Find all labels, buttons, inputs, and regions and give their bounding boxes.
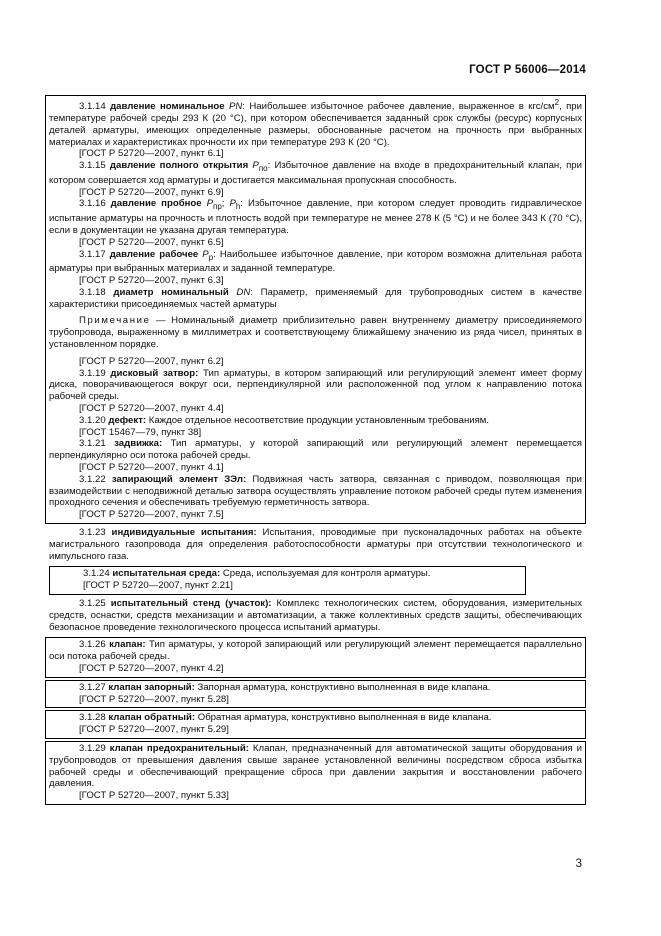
clause-number: 3.1.26: [79, 639, 106, 651]
superscript: 2: [554, 98, 560, 107]
definition-3-1-15: 3.1.15 давление полного открытия $P_{по}$: Избыточное давление на входе в предохранительный клапан, при котором совершается ход арматуры и достигается максимальная пропускная способность.: [49, 160, 583, 186]
definition-block-3-1-23: [45, 526, 586, 564]
term-working-pressure: давление рабочее: [109, 248, 199, 260]
term-full-opening-pressure: давление полного открытия: [109, 160, 249, 172]
reference-3-1-26: [ГОСТ Р 52720—2007, пункт 4.2]: [79, 662, 224, 674]
definition-block-3-1-25: [45, 597, 586, 635]
reference-3-1-15: [ГОСТ Р 52720—2007, пункт 6.9]: [79, 186, 224, 198]
document-code-header: ГОСТ Р 56006—2014: [469, 64, 586, 76]
definition-3-1-17: 3.1.17 давление рабочее $P_p$: Наибольшее избыточное давление, при котором возможна длительная работа арматуры при выбранных материалах и заданной температуре.: [49, 248, 582, 275]
term-shutoff-valve: клапан запорный:: [108, 681, 195, 693]
reference-3-1-28: [ГОСТ Р 52720—2007, пункт 5.29]: [79, 724, 229, 736]
definitions-box-3-1-26: [45, 637, 586, 677]
definition-3-1-28: 3.1.28 клапан обратный: Обратная арматура, конструктивно выполненная в виде клапана.: [79, 712, 492, 724]
term-test-bench: испытательный стенд (участок):: [110, 597, 272, 609]
definition-3-1-26: 3.1.26 клапан: Тип арматуры, у которой запирающий или регулирующий элемент перемещается параллельно оси потока рабочей среды.: [49, 639, 582, 663]
clause-number: 3.1.28: [79, 712, 106, 724]
clause-number: 3.1.19: [79, 367, 106, 379]
clause-number: 3.1.15: [79, 160, 106, 172]
clause-number: 3.1.14: [79, 101, 106, 113]
clause-number: 3.1.22: [79, 473, 106, 485]
page-number: 3: [575, 858, 582, 870]
reference-3-1-29: [ГОСТ Р 52720—2007, пункт 5.33]: [79, 790, 229, 802]
symbol-p: P: [229, 198, 236, 210]
definition-3-1-29: 3.1.29 клапан предохранительный: Клапан, предназначенный для автоматической защиты оборудования и трубопроводов от превышения давления свыше заранее установленной величины посредством сброса избытка рабочей среды и обеспечивающий прекращение сброса при давлении закрытия и восстановлении рабочего давления.: [49, 742, 582, 790]
reference-3-1-20: [ГОСТ 15467—79, пункт 38]: [79, 426, 202, 438]
reference-3-1-22: [ГОСТ Р 52720—2007, пункт 7.5]: [79, 509, 224, 521]
definition-3-1-19: 3.1.19 дисковый затвор: Тип арматуры, в котором запирающий или регулирующий элемент имеет форму диска, поворачивающегося вокруг оси, перпендикулярной или расположенной под углом к направлению потока рабочей среды.: [49, 367, 582, 403]
definition-3-1-22: 3.1.22 запирающий элемент ЗЭл: Подвижная часть затвора, связанная с приводом, позволяющая при взаимодействии с неподвижной деталью затвора осуществлять управление потоком рабочей среды путем изменения проходного сечения и обеспечивать требуемую герметичность затвора.: [49, 473, 582, 509]
term-safety-valve: клапан предохранительный:: [109, 742, 249, 754]
clause-number: 3.1.23: [79, 527, 106, 538]
clause-number: 3.1.18: [79, 286, 106, 298]
note-label: Примечание: [79, 315, 151, 327]
definition-3-1-16: 3.1.16 давление пробное $P_{пр}$; $P_h$: Избыточное давление, при котором следует проводить гидравлическое испытание арматуры на прочность и плотность водой при температуре не менее 278 К (5 °С) и не более 343 К (70 °С), если в документации не указана другая температура.: [49, 198, 582, 236]
note-3-1-18: Примечание — Номинальный диаметр приблизительно равен внутреннему диаметру присоединяемого трубопровода, выраженному в миллиметрах и соответствующему ближайшему значению из ряда чисел, принятых в установленном порядке.: [49, 315, 582, 351]
definition-3-1-25: 3.1.25 испытательный стенд (участок): Комплекс технологических систем, оборудования, измерительных средств, оснастки, средств механизации и автоматизации, а также коллективных средств защиты, обеспечивающих безопасное проведение технологического процесса испытаний арматуры.: [49, 597, 582, 633]
definition-3-1-14: 3.1.14 давление номинальное PN: Наибольшее избыточное рабочее давление, выраженное в кгс/$см^2$, при температуре рабочей среды 293 К (20 °С), при котором обеспечивается заданный срок службы (ресурс) корпусных деталей арматуры, имеющих определенные размеры, обоснованные расчетом на прочность при выбранных материалах и характеристиках прочности их при температуре 293 К (20 °С).: [49, 98, 582, 148]
reference-3-1-27: [ГОСТ Р 52720—2007, пункт 5.28]: [79, 693, 229, 705]
reference-3-1-19: [ГОСТ Р 52720—2007, пункт 4.4]: [79, 403, 224, 415]
clause-number: 3.1.17: [79, 248, 106, 260]
reference-3-1-18: [ГОСТ Р 52720—2007, пункт 6.2]: [79, 355, 224, 367]
reference-3-1-16: [ГОСТ Р 52720—2007, пункт 6.5]: [79, 236, 224, 248]
definition-3-1-20: 3.1.20 дефект: Каждое отдельное несоответствие продукции установленным требованиям.: [79, 414, 490, 426]
symbol-pn: PN: [228, 101, 243, 113]
definitions-box-3-1-29: [45, 741, 586, 805]
term-defect: дефект:: [108, 414, 147, 426]
term-individual-tests: индивидуальные испытания:: [111, 527, 257, 538]
definitions-box-1: [45, 95, 586, 524]
definition-3-1-24: 3.1.24 испытательная среда: Среда, используемая для контроля арматуры.: [83, 568, 431, 580]
reference-3-1-14: [ГОСТ Р 52720—2007, пункт 6.1]: [79, 148, 224, 160]
term-gate-valve: задвижка:: [114, 438, 163, 450]
definitions-box-3-1-24: [49, 566, 526, 595]
definition-3-1-18: 3.1.18 диаметр номинальный DN: Параметр, применяемый для трубопроводных систем в качестве характеристики присоединяемых частей арматуры: [49, 286, 582, 310]
clause-number: 3.1.29: [79, 742, 106, 754]
clause-number: 3.1.24: [83, 568, 110, 580]
reference-3-1-17: [ГОСТ Р 52720—2007, пункт 6.3]: [79, 275, 224, 287]
clause-number: 3.1.27: [79, 681, 106, 693]
reference-3-1-24: [ГОСТ Р 52720—2007, пункт 2.21]: [83, 580, 233, 592]
symbol-dn: DN: [236, 286, 251, 298]
symbol-p: P: [206, 198, 213, 210]
symbol-p: P: [252, 160, 259, 172]
definition-3-1-23: 3.1.23 индивидуальные испытания: Испытания, проводимые при пусконаладочных работах на объекте магистрального газопровода для определения работоспособности арматуры при отсутствии технологического и импульсного газа.: [49, 527, 582, 562]
term-pressure-nominal: давление номинальное: [110, 101, 225, 113]
term-nominal-diameter: диаметр номинальный: [113, 286, 229, 298]
clause-number: 3.1.21: [79, 438, 106, 450]
clause-number: 3.1.20: [79, 414, 106, 426]
definition-3-1-27: 3.1.27 клапан запорный: Запорная арматура, конструктивно выполненная в виде клапана.: [79, 681, 491, 693]
reference-3-1-21: [ГОСТ Р 52720—2007, пункт 4.1]: [79, 462, 224, 474]
term-butterfly-valve: дисковый затвор:: [110, 367, 199, 379]
definitions-box-3-1-28: [45, 710, 586, 739]
term-closure-element: запирающий элемент ЗЭл:: [111, 473, 247, 485]
clause-number: 3.1.25: [79, 597, 106, 609]
term-test-medium: испытательная среда:: [112, 568, 221, 580]
clause-number: 3.1.16: [79, 198, 106, 210]
definitions-section: [45, 95, 586, 805]
term-valve: клапан:: [109, 639, 146, 651]
term-check-valve: клапан обратный:: [108, 712, 196, 724]
term-test-pressure: давление пробное: [110, 198, 202, 210]
definition-3-1-21: 3.1.21 задвижка: Тип арматуры, у которой запирающий или регулирующий элемент перемещается перпендикулярно оси потока рабочей среды.: [49, 438, 582, 462]
symbol-p: P: [202, 248, 209, 260]
definitions-box-3-1-27: [45, 680, 586, 709]
